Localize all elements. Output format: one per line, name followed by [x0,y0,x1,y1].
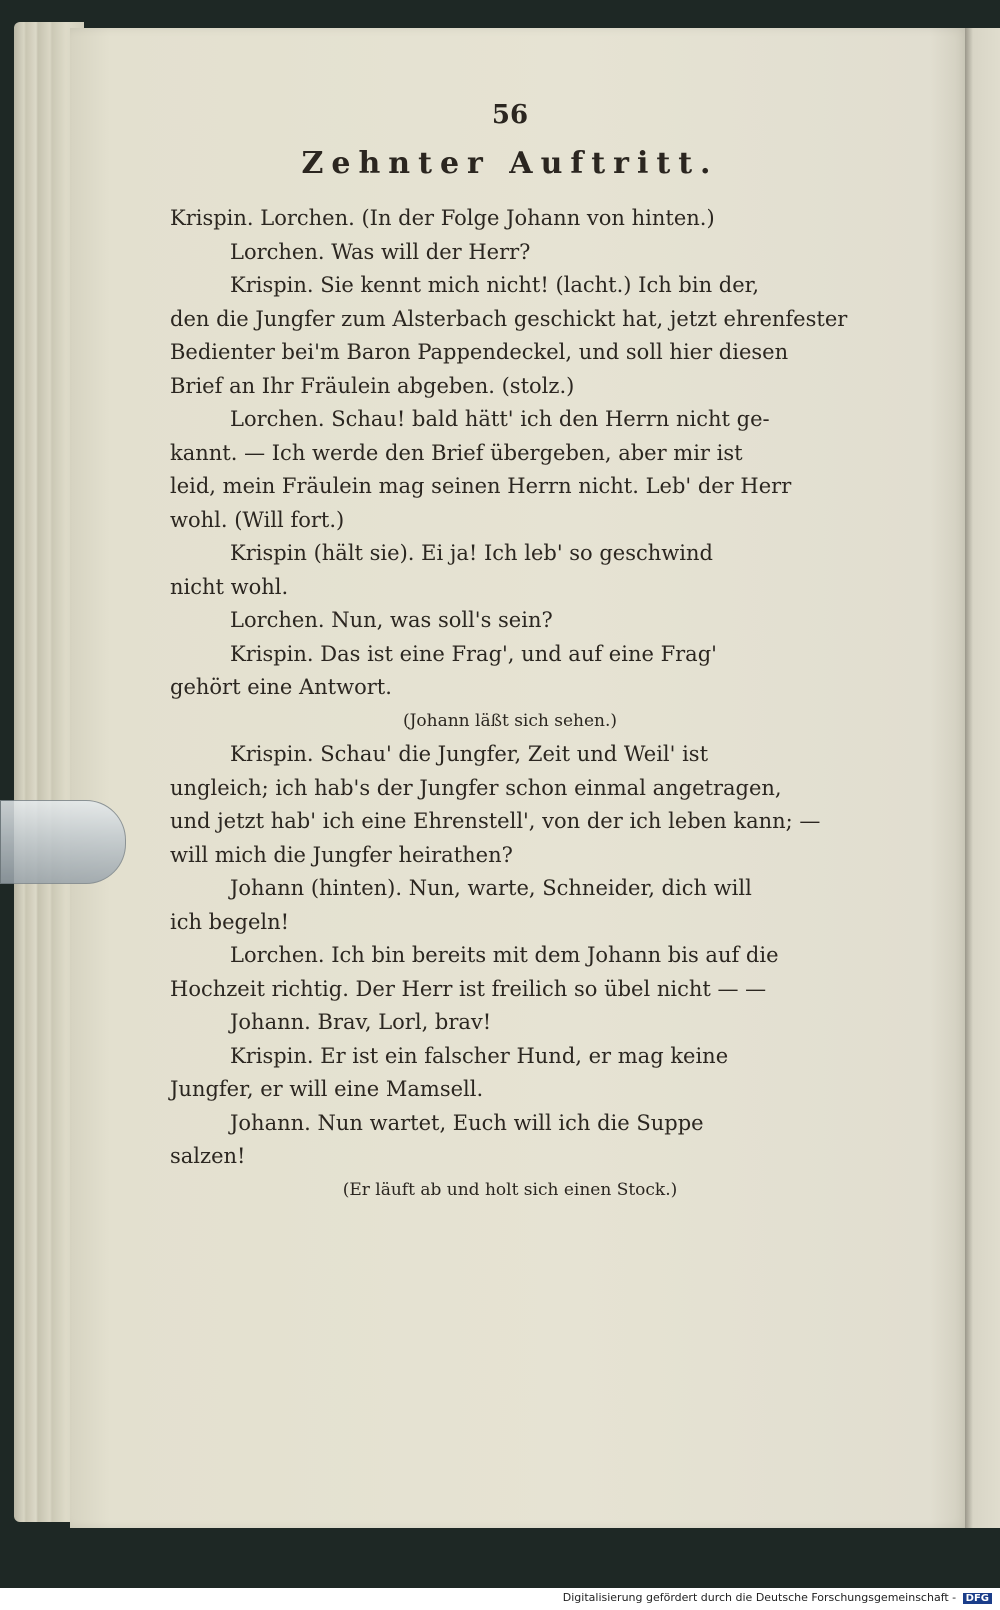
text-line: Lorchen. Nun, was soll's sein? [230,608,553,632]
text-line: Johann (hinten). Nun, warte, Schneider, dich will [230,876,752,900]
text-line: salzen! [170,1144,246,1168]
page-number: 56 [491,100,529,130]
text-line: leid, mein Fräulein mag seinen Herrn nicht. Leb' der Herr [170,474,792,498]
text-line: Johann. Brav, Lorl, brav! [230,1010,492,1034]
text-line: nicht wohl. [170,574,289,599]
text-line: wohl. (Will fort.) [170,507,345,532]
page-text [170,100,850,1207]
text-line: will mich die Jungfer heirathen? [170,842,513,867]
text-line: gehört eine Antwort. [170,675,392,699]
text-line: Jungfer, er will eine Mamsell. [170,1077,484,1101]
text-line: ungleich; ich hab's der Jungfer schon einmal angetragen, [170,775,782,800]
text-line: Krispin. Schau' die Jungfer, Zeit und Weil' ist [230,742,709,766]
text-line: Krispin (hält sie). Ei ja! Ich leb' so geschwind [230,541,713,565]
text-line: Johann. Nun wartet, Euch will ich die Suppe [230,1110,704,1135]
stage-direction: (Johann läßt sich sehen.) [402,710,618,731]
text-line: Hochzeit richtig. Der Herr ist freilich so übel nicht — — [170,976,767,1001]
text-line: Bedienter bei'm Baron Pappendeckel, und soll hier diesen [170,340,789,364]
digitization-credit [563,1591,992,1604]
text-line: Krispin. Lorchen. (In der Folge Johann von hinten.) [170,206,715,230]
text-line: kannt. — Ich werde den Brief übergeben, aber mir ist [170,440,743,465]
text-line: Krispin. Er ist ein falscher Hund, er mag keine [230,1043,729,1068]
credit-text: Digitalisierung gefördert durch die Deutsche Forschungsgemeinschaft - [562,1591,957,1604]
right-page-edge [965,28,1000,1528]
text-line: Lorchen. Schau! bald hätt' ich den Herrn nicht ge- [230,407,770,431]
text-line: Brief an Ihr Fräulein abgeben. (stolz.) [170,373,575,398]
dfg-logo: DFG [963,1593,992,1604]
text-line: Krispin. Sie kennt mich nicht! (lacht.) Ich bin der, [230,273,760,297]
stage-direction: (Er läuft ab und holt sich einen Stock.) [342,1179,678,1200]
text-line: Lorchen. Was will der Herr? [230,239,531,264]
text-line: Krispin. Das ist eine Frag', und auf eine Frag' [230,641,717,666]
scene-heading: Zehnter Auftritt. [301,146,719,181]
bookmark-clip [0,800,126,884]
text-line: den die Jungfer zum Alsterbach geschickt hat, jetzt ehrenfester [170,306,848,331]
text-line: Lorchen. Ich bin bereits mit dem Johann bis auf die [230,943,779,967]
text-line: ich begeln! [170,909,290,934]
text-line: und jetzt hab' ich eine Ehrenstell', von der ich leben kann; — [170,809,821,833]
